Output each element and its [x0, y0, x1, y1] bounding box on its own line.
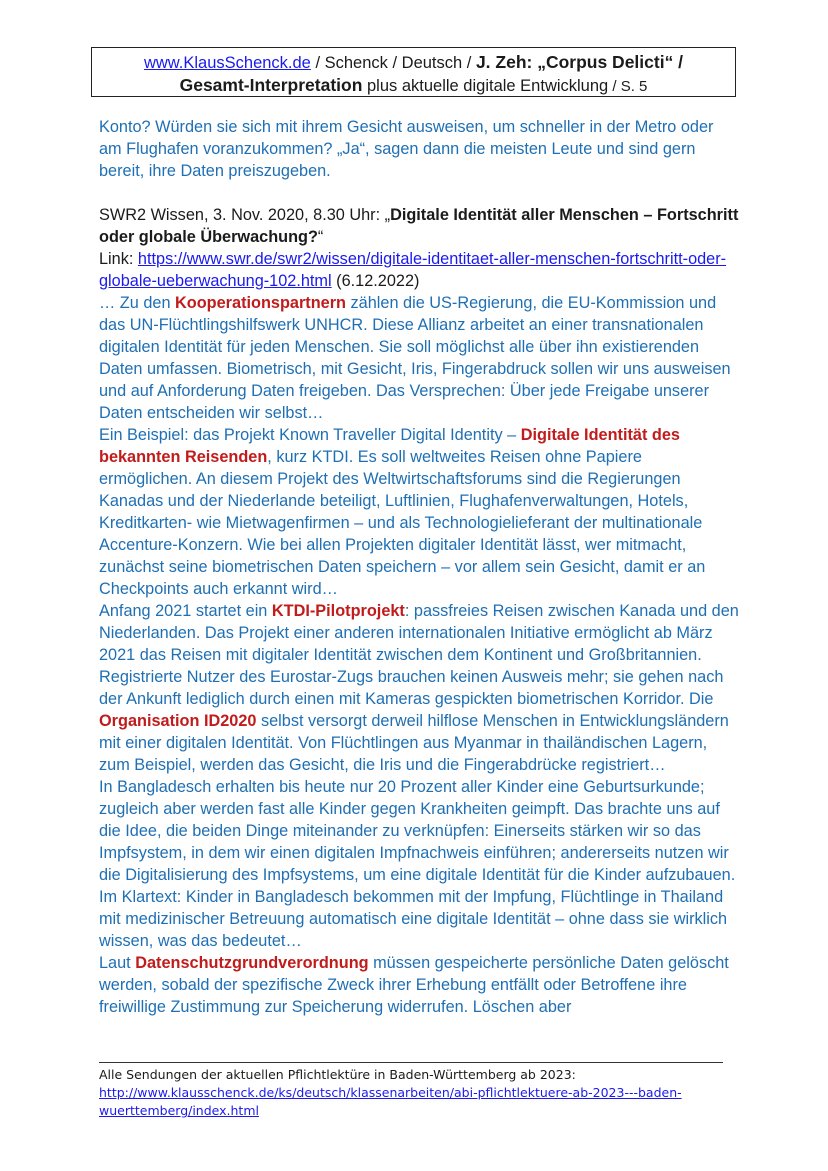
source-date: (6.12.2022) — [331, 272, 420, 290]
source-prefix: SWR2 Wissen, 3. Nov. 2020, 8.30 Uhr: „ — [99, 206, 391, 224]
text-run: müssen gespeicherte persönliche Daten gelöscht werden, sobald der spezifische Zweck ihrer Erhebung entfällt oder Betroffene ihre freiwillige Zustimmung zur Speicherung widerrufen. Löschen aber — [99, 954, 729, 1016]
highlight-kooperationspartner: Kooperationspartnern — [175, 294, 347, 312]
footer-text: Alle Sendungen der aktuellen Pflichtlektüre in Baden-Württemberg ab 2023: — [99, 1067, 576, 1082]
highlight-ktdi: Digitale Identität des bekannten Reisenden — [99, 426, 680, 466]
header-subtitle: plus aktuelle digitale Entwicklung — [362, 77, 609, 95]
page-number: / S. 5 — [608, 78, 648, 95]
intro-paragraph: Konto? Würden sie sich mit ihrem Gesicht ausweisen, um schneller in der Metro oder am Flughafen voranzukommen? „Ja“, sagen dann die meisten Leute und sind gern bereit, ihre Daten preiszugeben. — [99, 118, 714, 180]
source-title: Digitale Identität aller Menschen – Fortschritt oder globale Überwachung? — [99, 206, 739, 246]
text-run: : passfreies Reisen zwischen Kanada und den Niederlanden. Das Projekt einer anderen internationalen Initiative ermöglicht ab März 2021 das Reisen mit digitaler Identität zwischen dem Kontinent und Großbritannien. Registrierte Nutzer des Eurostar-Zugs brauchen keinen Ausweis mehr; sie gehen nach der Ankunft lediglich durch einen mit Kameras gespickten biometrischen Korridor. Die — [99, 602, 739, 708]
site-link[interactable]: www.KlausSchenck.de — [143, 54, 311, 72]
text-run: selbst versorgt derweil hilflose Menschen in Entwicklungsländern mit einer digitalen Identität. Von Flüchtlingen aus Myanmar in thailändischen Lagern, zum Beispiel, werden das Gesicht, die Iris und die Fingerabdrücke registriert… — [99, 712, 729, 774]
source-url-link[interactable]: https://www.swr.de/swr2/wissen/digitale-identitaet-aller-menschen-fortschritt-oder-globale-ueberwachung-102.html — [99, 250, 727, 290]
text-run: , kurz KTDI. Es soll weltweites Reisen ohne Papiere ermöglichen. An diesem Projekt des Weltwirtschaftsforums sind die Regierungen Kanadas und der Niederlande beteiligt, Luftlinien, Flughafenverwaltungen, Hotels, Kreditkarten- wie Mietwagenfirmen – und als Technologielieferant der multinationale Accenture-Konzern. Wie bei allen Projekten digitaler Identität lässt, wer mitmacht, zunächst seine biometrischen Daten speichern – vor allem sein Gesicht, damit er an Checkpoints auch erkannt wird… — [99, 448, 706, 598]
spacer — [99, 182, 739, 204]
text-run: zählen die US-Regierung, die EU-Kommission und das UN-Flüchtlingshilfswerk UNHCR. Diese Allianz arbeitet an einer transnationalen digitalen Identität für jeden Menschen. Sie soll möglichst alle über ihn existierenden Daten umfassen. Biometrisch, mit Gesicht, Iris, Fingerabdruck sollen wir uns ausweisen und auf Anforderung Daten freigeben. Das Versprechen: Über jede Freigabe unserer Daten entscheiden wir selbst… — [99, 294, 731, 422]
paragraph-ktdi — [99, 424, 739, 600]
paragraph-datenschutz — [99, 952, 739, 1018]
paragraph-kooperationspartner — [99, 292, 739, 424]
highlight-datenschutz: Datenschutzgrundverordnung — [135, 954, 369, 972]
paragraph-bangladesch: In Bangladesch erhalten bis heute nur 20 Prozent aller Kinder eine Geburtsurkunde; zugleich aber werden fast alle Kinder gegen Krankheiten geimpft. Das brachte uns auf die Idee, die beiden Dinge miteinander zu verknüpfen: Einerseits stärken wir so das Impfsystem, in dem wir einen digitalen Impfnachweis einführen; andererseits nutzen wir die Digitalisierung des Impfsystems, um eine digitale Identität für die Kinder aufzubauen. Im Klartext: Kinder in Bangladesch bekommen mit der Impfung, Flüchtlinge in Thailand mit medizinischer Betreuung automatisch eine digitale Identität – ohne dass sie wirklich wissen, was das bedeutet… — [99, 778, 736, 950]
page-footer — [99, 1066, 729, 1120]
source-citation — [99, 204, 739, 292]
link-label: Link: — [99, 250, 138, 268]
text-run: Ein Beispiel: das Projekt Known Traveller Digital Identity – — [99, 426, 521, 444]
header-title-part2: Gesamt-Interpretation — [179, 75, 363, 95]
footer-divider — [99, 1062, 723, 1063]
header-title-part1: J. Zeh: „Corpus Delicti“ / — [475, 52, 684, 72]
text-run: Laut — [99, 954, 136, 972]
header-path: / Schenck / Deutsch / — [310, 54, 476, 72]
text-run: … Zu den — [99, 294, 176, 312]
source-suffix: “ — [317, 228, 324, 246]
highlight-id2020: Organisation ID2020 — [99, 712, 257, 730]
text-run: Anfang 2021 startet ein — [99, 602, 272, 620]
document-body — [99, 116, 739, 1018]
page-header — [91, 47, 736, 97]
paragraph-pilotprojekt — [99, 600, 739, 776]
footer-url-link[interactable]: http://www.klausschenck.de/ks/deutsch/klassenarbeiten/abi-pflichtlektuere-ab-2023---baden-wuerttemberg/index.html — [99, 1085, 682, 1118]
highlight-pilotprojekt: KTDI-Pilotprojekt — [271, 602, 405, 620]
